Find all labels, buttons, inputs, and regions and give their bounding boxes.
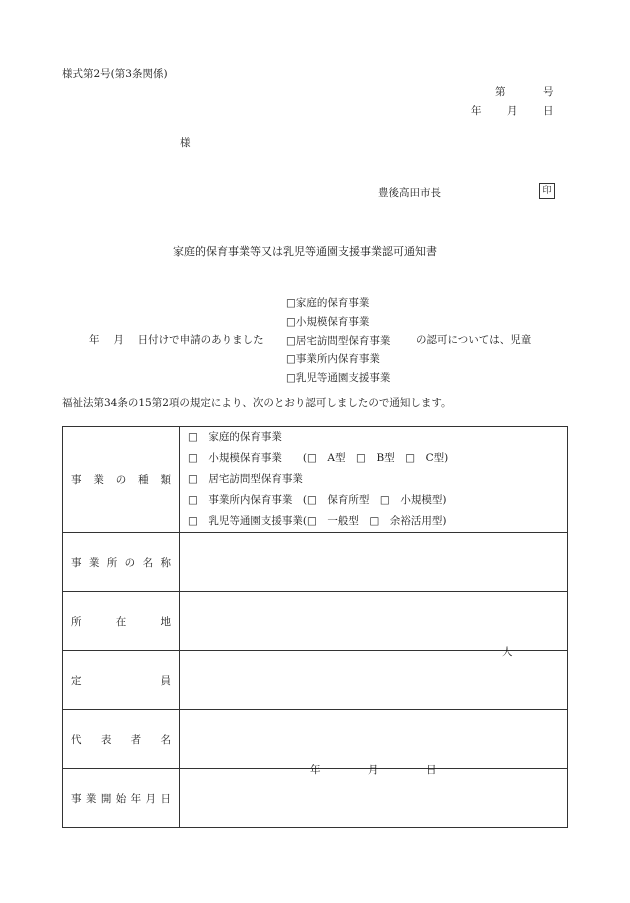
intro-mid-text: の認可については、児童 [416, 334, 532, 346]
document-title: 家庭的保育事業等又は乳児等通園支援事業認可通知書 [173, 245, 437, 258]
facility-name-label: 事 業 所 の 名 称 [63, 533, 180, 592]
seal-mark: 印 [539, 183, 555, 199]
representative-field[interactable] [180, 710, 568, 769]
application-table [62, 426, 568, 828]
doc-number-go: 号 [543, 86, 554, 98]
addressee-suffix: 様 [180, 137, 191, 149]
issuer-name: 豊後高田市長 [378, 187, 441, 199]
intro-date-prefix: 年 月 日付けで申請のありました [89, 334, 264, 346]
type-option: □ 家庭的保育事業 [188, 431, 282, 443]
intro-option-list [286, 294, 390, 388]
representative-label: 代 表 者 名 [63, 710, 180, 769]
date-month: 月 [507, 105, 518, 117]
intro-option: □乳児等通園支援事業 [286, 372, 391, 385]
table-row [63, 533, 568, 592]
start-day: 日 [426, 764, 437, 776]
type-option: □ 小規模保育事業 (□ A型 □ B型 □ C型) [188, 452, 449, 464]
capacity-label: 定 員 [63, 651, 180, 710]
facility-name-field[interactable] [180, 533, 568, 592]
start-year: 年 [310, 764, 321, 776]
form-number: 様式第2号(第3条関係) [62, 68, 168, 80]
location-field[interactable] [180, 592, 568, 651]
type-option: □ 居宅訪問型保育事業 [188, 473, 303, 485]
table-row [63, 710, 568, 769]
type-options [180, 427, 568, 533]
type-option: □ 事業所内保育事業 (□ 保育所型 □ 小規模型) [188, 494, 447, 506]
doc-number-dai: 第 [495, 86, 506, 98]
date-day: 日 [543, 105, 554, 117]
intro-body: 福祉法第34条の15第2項の規定により、次のとおり認可しましたので通知します。 [62, 397, 452, 409]
intro-option: □事業所内保育事業 [286, 353, 380, 366]
type-option: □ 乳児等通園支援事業(□ 一般型 □ 余裕活用型) [188, 515, 447, 527]
start-date-label: 事 業 開 始 年 月 日 [63, 769, 180, 828]
table-row [63, 769, 568, 828]
capacity-unit: 人 [502, 646, 513, 658]
date-year: 年 [471, 105, 482, 117]
intro-option: □居宅訪問型保育事業 [286, 334, 391, 347]
table-row [63, 592, 568, 651]
start-date-field[interactable] [180, 764, 568, 828]
type-label: 事 業 の 種 類 [63, 427, 180, 533]
intro-option: □家庭的保育事業 [286, 297, 370, 309]
start-month: 月 [368, 764, 379, 776]
location-label: 所 在 地 [63, 592, 180, 651]
capacity-field[interactable] [180, 646, 568, 710]
table-row [63, 427, 568, 533]
table-row [63, 651, 568, 710]
intro-option: □小規模保育事業 [286, 315, 370, 328]
